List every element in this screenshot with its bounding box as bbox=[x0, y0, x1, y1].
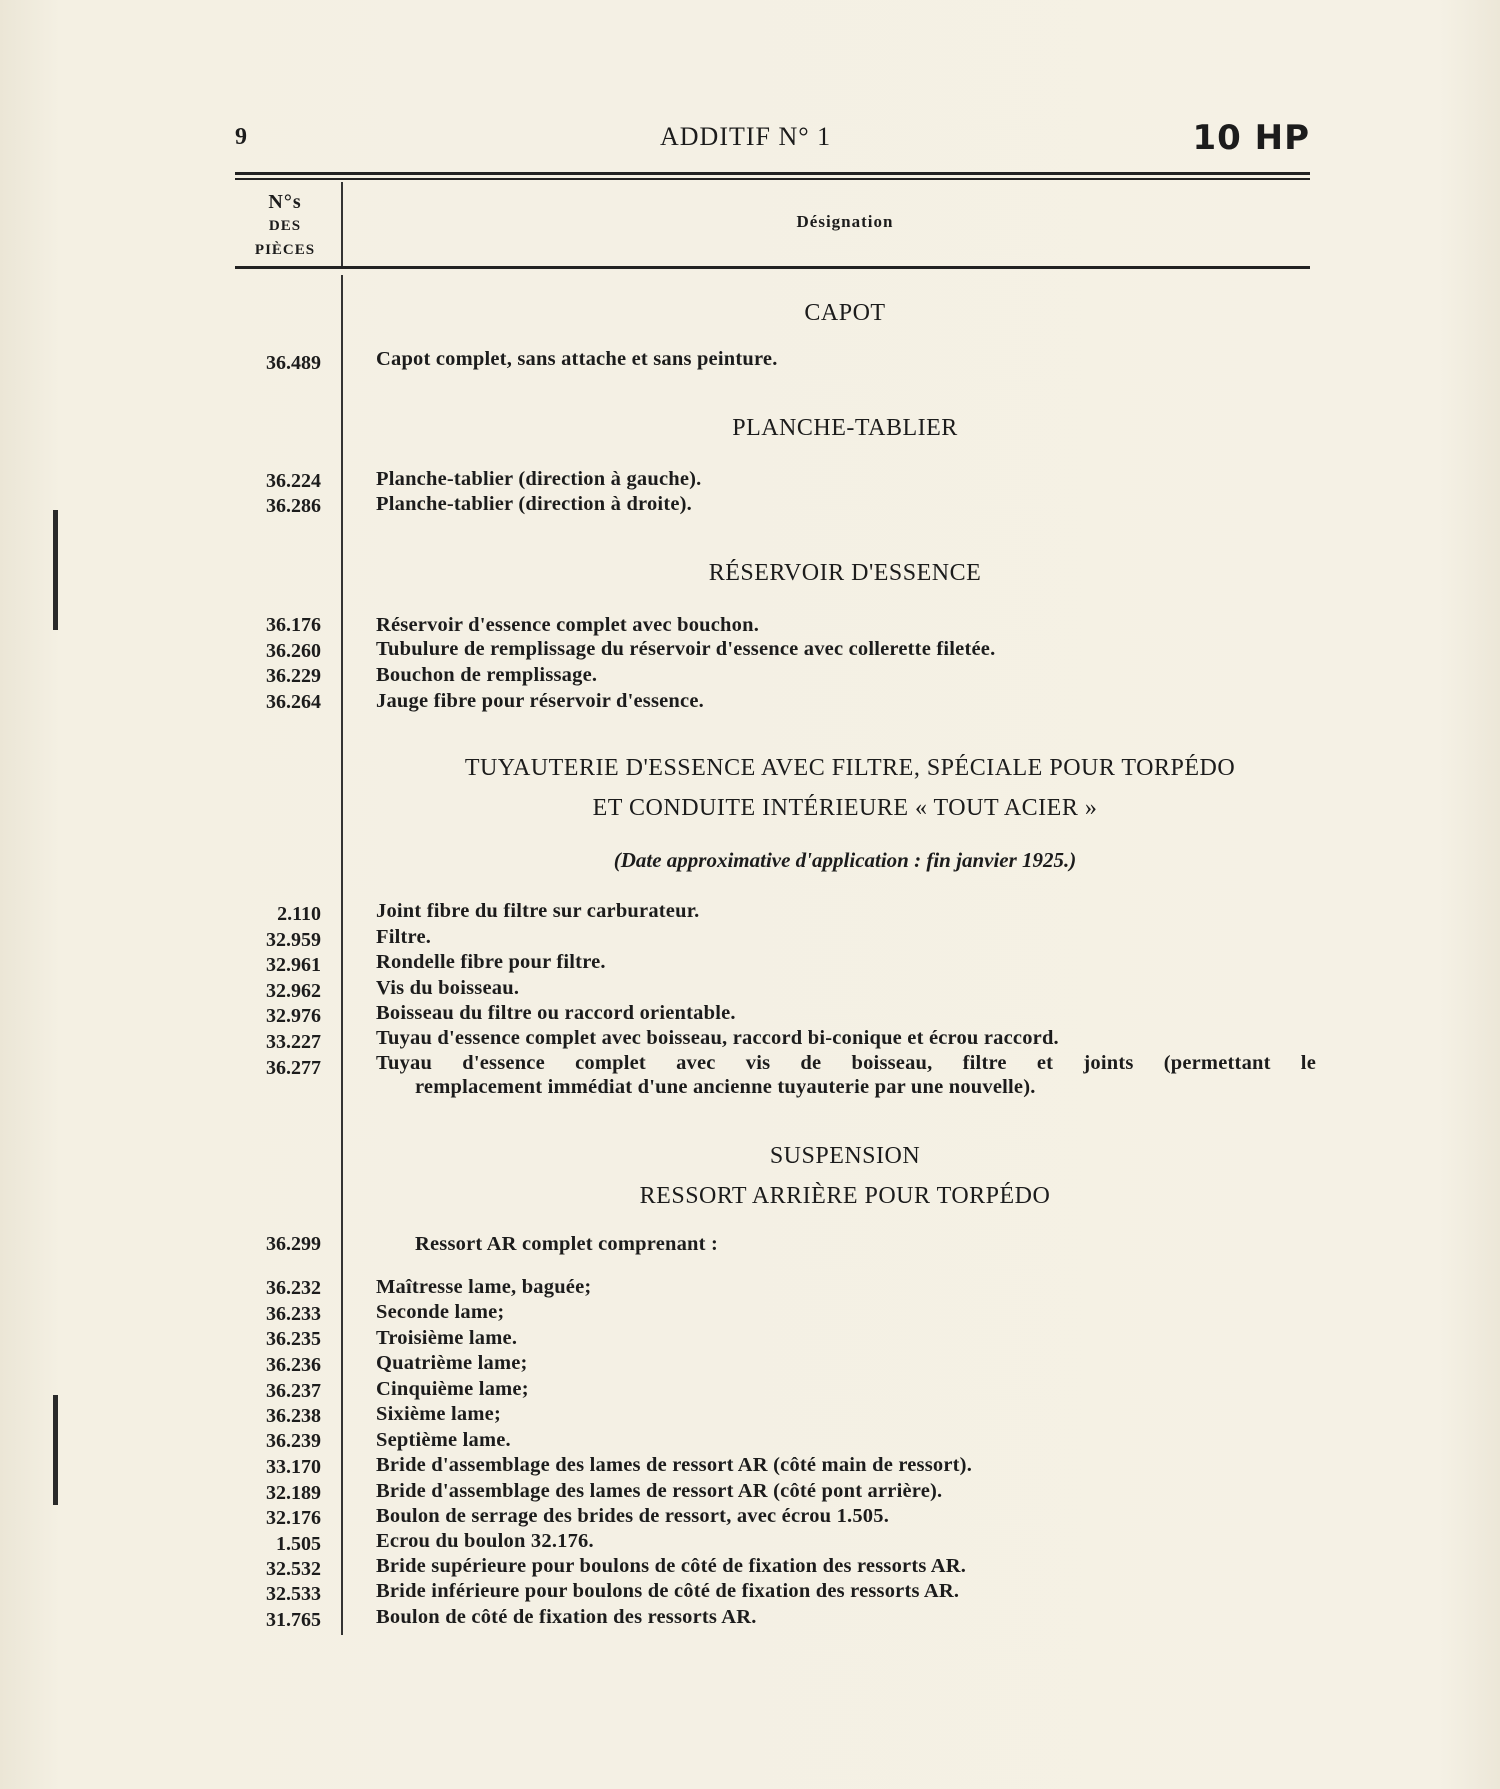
column-divider bbox=[341, 275, 343, 1635]
part-designation: Bride supérieure pour boulons de côté de fixation des ressorts AR. bbox=[376, 1555, 967, 1577]
part-number: 36.264 bbox=[266, 691, 321, 713]
part-designation: Bride d'assemblage des lames de ressort AR (côté pont arrière). bbox=[376, 1480, 943, 1502]
part-designation: Réservoir d'essence complet avec bouchon. bbox=[376, 614, 760, 636]
column-header-numbers bbox=[235, 190, 335, 262]
part-designation-continuation: remplacement immédiat d'une ancienne tuyauterie par une nouvelle). bbox=[415, 1076, 1036, 1098]
part-number: 1.505 bbox=[276, 1533, 321, 1555]
part-number: 32.959 bbox=[266, 929, 321, 951]
part-designation: Maîtresse lame, baguée; bbox=[376, 1276, 592, 1298]
part-designation: Tuyau d'essence complet avec boisseau, raccord bi-conique et écrou raccord. bbox=[376, 1027, 1059, 1049]
column-header-designation: Désignation bbox=[796, 212, 894, 231]
part-number: 36.238 bbox=[266, 1405, 321, 1427]
part-number: 36.239 bbox=[266, 1430, 321, 1452]
part-designation: Boulon de côté de fixation des ressorts AR. bbox=[376, 1606, 757, 1628]
part-number: 32.176 bbox=[266, 1507, 321, 1529]
part-designation: Cinquième lame; bbox=[376, 1378, 529, 1400]
part-designation: Bouchon de remplissage. bbox=[376, 664, 598, 686]
part-designation: Sixième lame; bbox=[376, 1403, 501, 1425]
header-rule bbox=[235, 178, 1310, 180]
part-number: 32.532 bbox=[266, 1558, 321, 1580]
part-designation: Troisième lame. bbox=[376, 1327, 518, 1349]
part-number: 36.299 bbox=[266, 1233, 321, 1255]
part-designation: Septième lame. bbox=[376, 1429, 511, 1451]
part-designation: Tubulure de remplissage du réservoir d'essence avec collerette filetée. bbox=[376, 638, 996, 660]
part-number: 33.227 bbox=[266, 1031, 321, 1053]
section-heading: RÉSERVOIR D'ESSENCE bbox=[708, 560, 982, 586]
page-number: 9 bbox=[235, 124, 247, 150]
part-designation: Jauge fibre pour réservoir d'essence. bbox=[376, 690, 704, 712]
model-label: 10 HP bbox=[1192, 118, 1310, 158]
part-designation: Ressort AR complet comprenant : bbox=[415, 1233, 719, 1255]
part-designation: Planche-tablier (direction à droite). bbox=[376, 493, 692, 515]
column-header-line: PIÈCES bbox=[254, 242, 316, 258]
part-designation: Seconde lame; bbox=[376, 1301, 505, 1323]
part-number: 32.533 bbox=[266, 1583, 321, 1605]
part-number: 36.260 bbox=[266, 640, 321, 662]
part-number: 36.176 bbox=[266, 614, 321, 636]
section-heading: RESSORT ARRIÈRE POUR TORPÉDO bbox=[639, 1183, 1051, 1209]
part-number: 2.110 bbox=[277, 903, 321, 925]
part-designation: Rondelle fibre pour filtre. bbox=[376, 951, 606, 973]
part-designation: Ecrou du boulon 32.176. bbox=[376, 1530, 594, 1552]
part-designation: Quatrième lame; bbox=[376, 1352, 528, 1374]
part-designation: Bride inférieure pour boulons de côté de fixation des ressorts AR. bbox=[376, 1580, 960, 1602]
part-number: 33.170 bbox=[266, 1456, 321, 1478]
part-number: 36.235 bbox=[266, 1328, 321, 1350]
section-heading: SUSPENSION bbox=[769, 1143, 921, 1169]
part-number: 32.962 bbox=[266, 980, 321, 1002]
page-header bbox=[235, 118, 1310, 158]
margin-mark bbox=[53, 1395, 58, 1505]
column-header-line: N°s bbox=[268, 191, 302, 213]
part-number: 36.224 bbox=[266, 470, 321, 492]
section-note: (Date approximative d'application : fin janvier 1925.) bbox=[613, 848, 1077, 872]
part-number: 36.233 bbox=[266, 1303, 321, 1325]
page-title: ADDITIF N° 1 bbox=[660, 122, 832, 151]
part-designation: Capot complet, sans attache et sans peinture. bbox=[376, 348, 778, 370]
part-number: 36.489 bbox=[266, 352, 321, 374]
column-header-line: DES bbox=[268, 218, 302, 234]
section-heading: PLANCHE-TABLIER bbox=[732, 415, 958, 441]
header-rule bbox=[235, 172, 1310, 175]
part-number: 36.286 bbox=[266, 495, 321, 517]
part-number: 36.277 bbox=[266, 1057, 321, 1079]
part-designation: Bride d'assemblage des lames de ressort AR (côté main de ressort). bbox=[376, 1454, 973, 1476]
part-number: 36.237 bbox=[266, 1380, 321, 1402]
part-designation: Filtre. bbox=[376, 926, 432, 948]
section-heading: ET CONDUITE INTÉRIEURE « TOUT ACIER » bbox=[592, 795, 1098, 821]
column-header-rule bbox=[235, 266, 1310, 269]
part-number: 31.765 bbox=[266, 1609, 321, 1631]
part-designation: Boisseau du filtre ou raccord orientable. bbox=[376, 1002, 736, 1024]
part-number: 32.976 bbox=[266, 1005, 321, 1027]
section-heading: CAPOT bbox=[804, 300, 886, 326]
section-heading: TUYAUTERIE D'ESSENCE AVEC FILTRE, SPÉCIALE POUR TORPÉDO bbox=[464, 755, 1236, 781]
part-number: 36.232 bbox=[266, 1277, 321, 1299]
part-number: 36.236 bbox=[266, 1354, 321, 1376]
part-designation: Planche-tablier (direction à gauche). bbox=[376, 468, 702, 490]
part-designation: Joint fibre du filtre sur carburateur. bbox=[376, 900, 700, 922]
part-number: 36.229 bbox=[266, 665, 321, 687]
part-designation: Vis du boisseau. bbox=[376, 977, 520, 999]
part-designation: Tuyau d'essence complet avec vis de boisseau, filtre et joints (permettant le bbox=[376, 1052, 1316, 1074]
margin-mark bbox=[53, 510, 58, 630]
column-divider bbox=[341, 182, 343, 266]
part-number: 32.961 bbox=[266, 954, 321, 976]
part-number: 32.189 bbox=[266, 1482, 321, 1504]
part-designation: Boulon de serrage des brides de ressort, avec écrou 1.505. bbox=[376, 1505, 890, 1527]
